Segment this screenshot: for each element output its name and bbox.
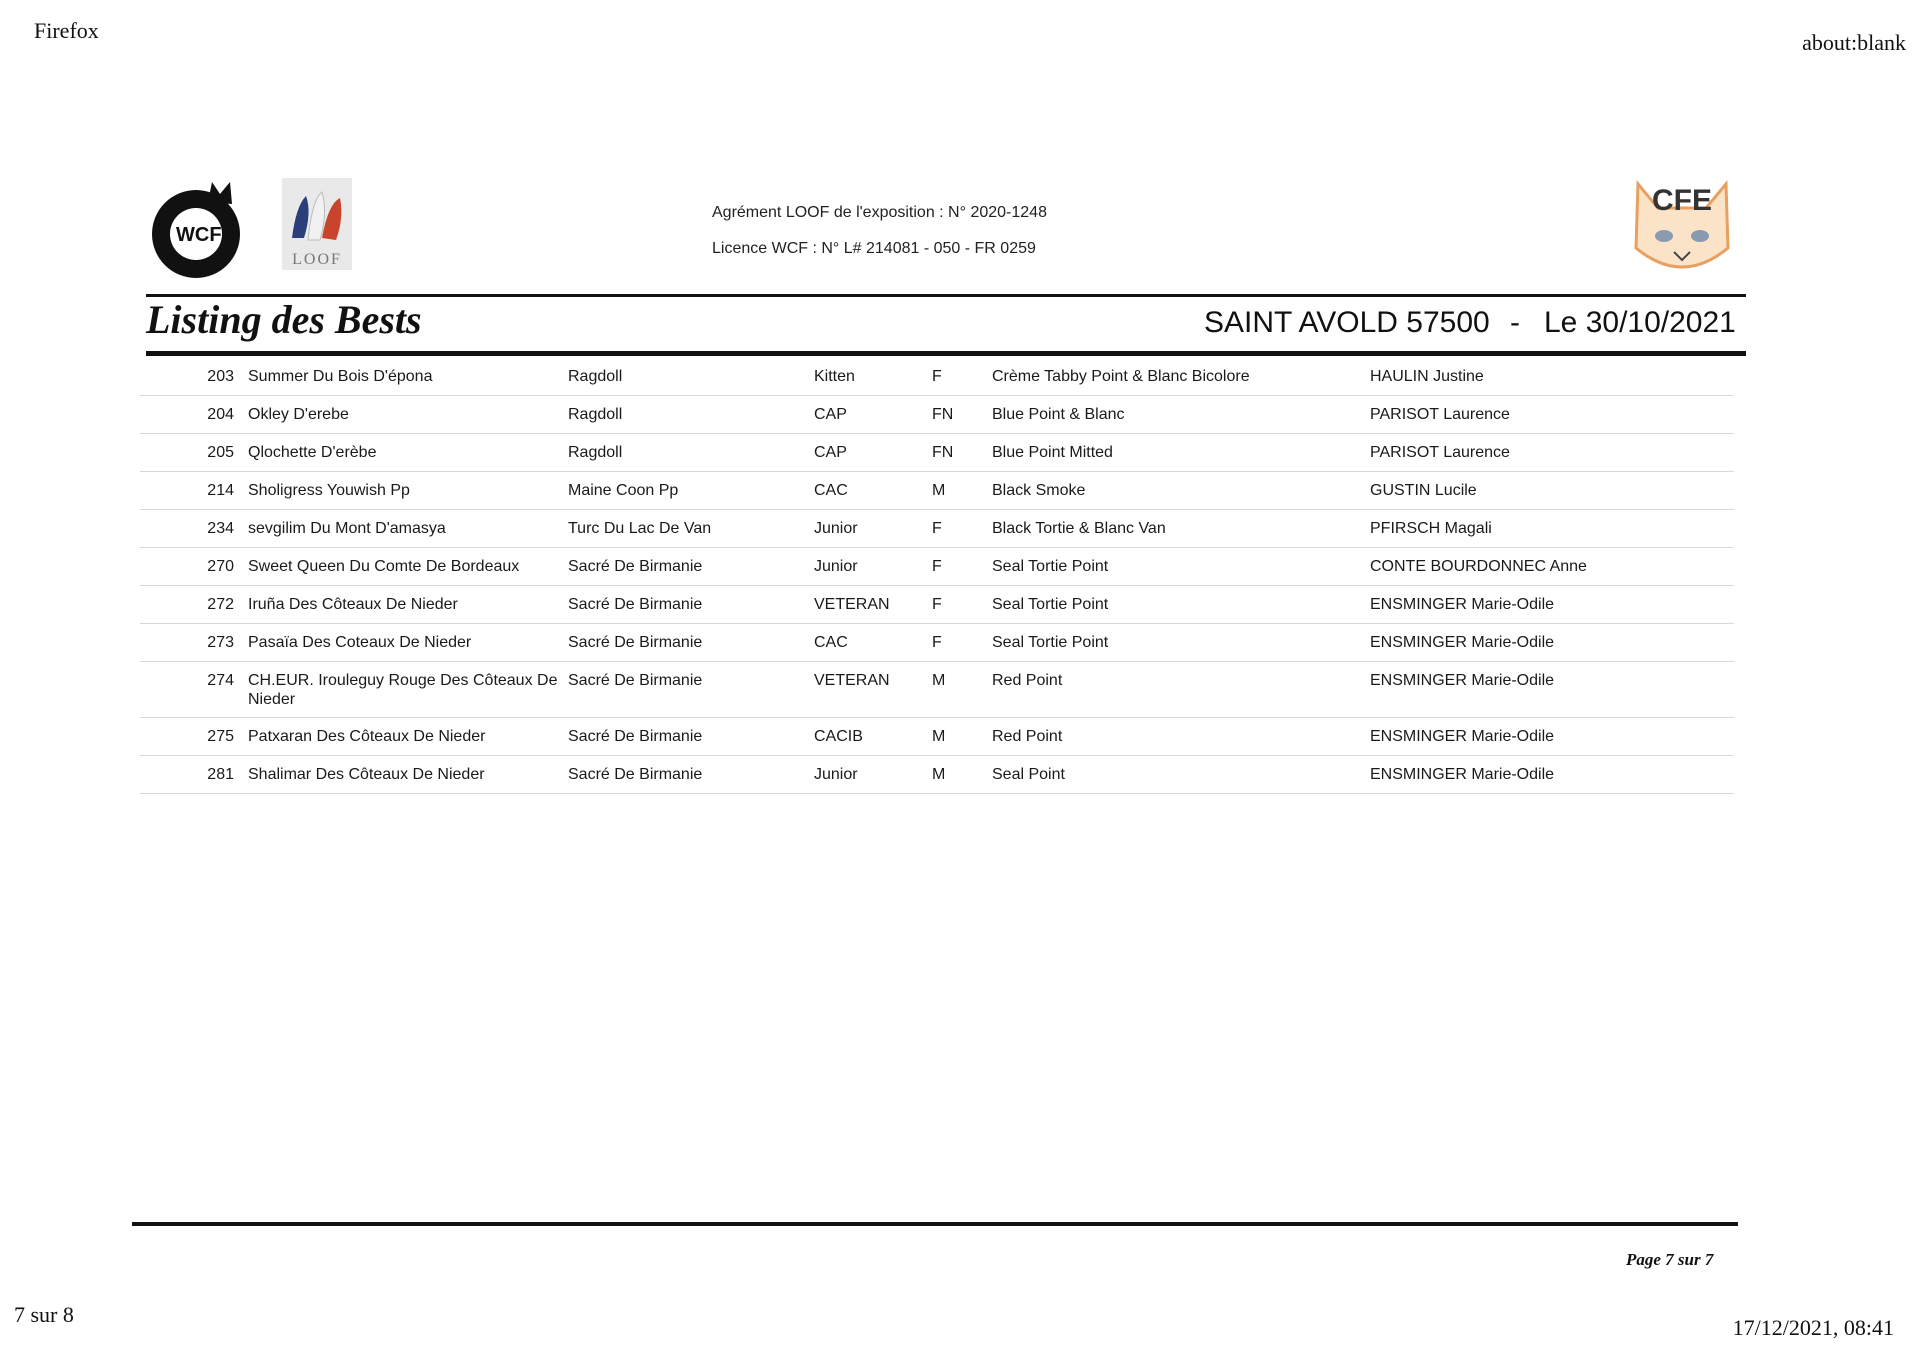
cat-number: 275 [207,728,234,745]
page-number: Page 7 sur 7 [1626,1250,1714,1269]
cat-breed: Sacré De Birmanie [568,596,703,613]
cat-class: CACIB [814,728,863,745]
table-row [140,662,1734,718]
cat-name: Shalimar Des Côteaux De Nieder [248,766,485,783]
cat-class: CAC [814,482,848,499]
table-row [140,396,1734,434]
cat-sex: FN [932,444,954,461]
cat-name: Pasaïa Des Coteaux De Nieder [248,634,472,651]
cat-name: Qlochette D'erèbe [248,444,377,461]
print-footer-timestamp: 17/12/2021, 08:41 [1732,1315,1894,1340]
cat-class: CAP [814,406,847,423]
cat-owner: ENSMINGER Marie-Odile [1370,634,1555,651]
cat-owner: HAULIN Justine [1370,368,1484,385]
cat-color: Seal Tortie Point [992,634,1109,651]
page-title: Listing des Bests [146,297,422,342]
cat-sex: M [932,482,946,499]
cat-sex: M [932,728,946,745]
cat-owner: GUSTIN Lucile [1370,482,1477,499]
cat-sex: F [932,520,942,537]
cat-breed: Turc Du Lac De Van [568,520,712,537]
licence-wcf: Licence WCF : N° L# 214081 - 050 - FR 0259 [712,240,1036,257]
print-header-url: about:blank [1802,30,1906,55]
title-separator: - [1510,306,1520,339]
cat-color: Blue Point Mitted [992,444,1113,461]
cat-breed: Sacré De Birmanie [568,634,703,651]
cat-class: VETERAN [814,596,890,613]
cat-class: CAC [814,634,848,651]
cat-name: Sholigress Youwish Pp [248,482,410,499]
cat-breed: Sacré De Birmanie [568,558,703,575]
cat-color: Seal Tortie Point [992,558,1109,575]
cat-sex: FN [932,406,954,423]
cfe-logo [1628,178,1736,292]
cat-breed: Sacré De Birmanie [568,766,703,783]
wcf-logo-text: WCF [176,224,222,246]
cat-number: 214 [207,482,234,499]
title-rule [146,351,1746,356]
cat-owner: PARISOT Laurence [1370,406,1510,423]
print-header-app: Firefox [34,18,99,43]
cat-sex: F [932,368,942,385]
cat-color: Black Smoke [992,482,1086,499]
cat-owner: ENSMINGER Marie-Odile [1370,596,1555,613]
cat-sex: F [932,634,942,651]
cat-name: Sweet Queen Du Comte De Bordeaux [248,558,520,575]
cat-name: Summer Du Bois D'épona [248,368,433,385]
cat-breed: Ragdoll [568,406,623,423]
cat-owner: PARISOT Laurence [1370,444,1510,461]
table-row [140,756,1734,794]
cat-sex: F [932,558,942,575]
loof-logo [282,178,352,270]
cat-number: 270 [207,558,234,575]
table-row [140,718,1734,756]
cat-number: 205 [207,444,234,461]
cat-name: Iruña Des Côteaux De Nieder [248,596,458,613]
cat-color: Red Point [992,672,1063,689]
cat-breed: Sacré De Birmanie [568,672,703,689]
cat-number: 234 [207,520,234,537]
cat-breed: Maine Coon Pp [568,482,679,499]
table-row [140,434,1734,472]
cat-sex: F [932,596,942,613]
loof-logo-text: LOOF [292,251,342,268]
cat-name: sevgilim Du Mont D'amasya [248,520,446,537]
table-row [140,624,1734,662]
cat-color: Blue Point & Blanc [992,406,1125,423]
cat-number: 204 [207,406,234,423]
cat-owner: ENSMINGER Marie-Odile [1370,728,1555,745]
print-footer-page: 7 sur 8 [14,1302,74,1327]
cat-number: 273 [207,634,234,651]
table-row [140,586,1734,624]
cat-breed: Ragdoll [568,368,623,385]
cat-name: CH.EUR. Irouleguy Rouge Des Côteaux De Nieder [248,672,558,708]
cat-class: Junior [814,520,858,537]
cat-name: Okley D'erebe [248,406,349,423]
show-location: SAINT AVOLD 57500 [1204,306,1490,339]
cat-number: 281 [207,766,234,783]
cat-breed: Sacré De Birmanie [568,728,703,745]
cat-color: Black Tortie & Blanc Van [992,520,1166,537]
cat-owner: ENSMINGER Marie-Odile [1370,672,1555,689]
show-date: Le 30/10/2021 [1544,306,1736,339]
cat-sex: M [932,672,946,689]
agrement-loof: Agrément LOOF de l'exposition : N° 2020-1248 [712,204,1047,221]
cat-class: CAP [814,444,847,461]
cat-owner: CONTE BOURDONNEC Anne [1370,558,1587,575]
cfe-logo-text: CFE [1652,184,1712,217]
cat-color: Red Point [992,728,1063,745]
cat-owner: ENSMINGER Marie-Odile [1370,766,1555,783]
cat-number: 274 [207,672,234,689]
cat-sex: M [932,766,946,783]
cat-name: Patxaran Des Côteaux De Nieder [248,728,486,745]
cat-number: 203 [207,368,234,385]
cat-color: Seal Tortie Point [992,596,1109,613]
cat-color: Seal Point [992,766,1065,783]
cat-number: 272 [207,596,234,613]
table-row [140,510,1734,548]
footer-rule [132,1222,1738,1226]
table-row [140,548,1734,586]
table-row [140,358,1734,396]
bests-list [140,358,1734,794]
wcf-logo [146,174,252,280]
cat-owner: PFIRSCH Magali [1370,520,1492,537]
cat-class: VETERAN [814,672,890,689]
cat-class: Junior [814,558,858,575]
table-row [140,472,1734,510]
cat-class: Kitten [814,368,855,385]
cat-class: Junior [814,766,858,783]
cat-color: Crème Tabby Point & Blanc Bicolore [992,368,1250,385]
cat-breed: Ragdoll [568,444,623,461]
